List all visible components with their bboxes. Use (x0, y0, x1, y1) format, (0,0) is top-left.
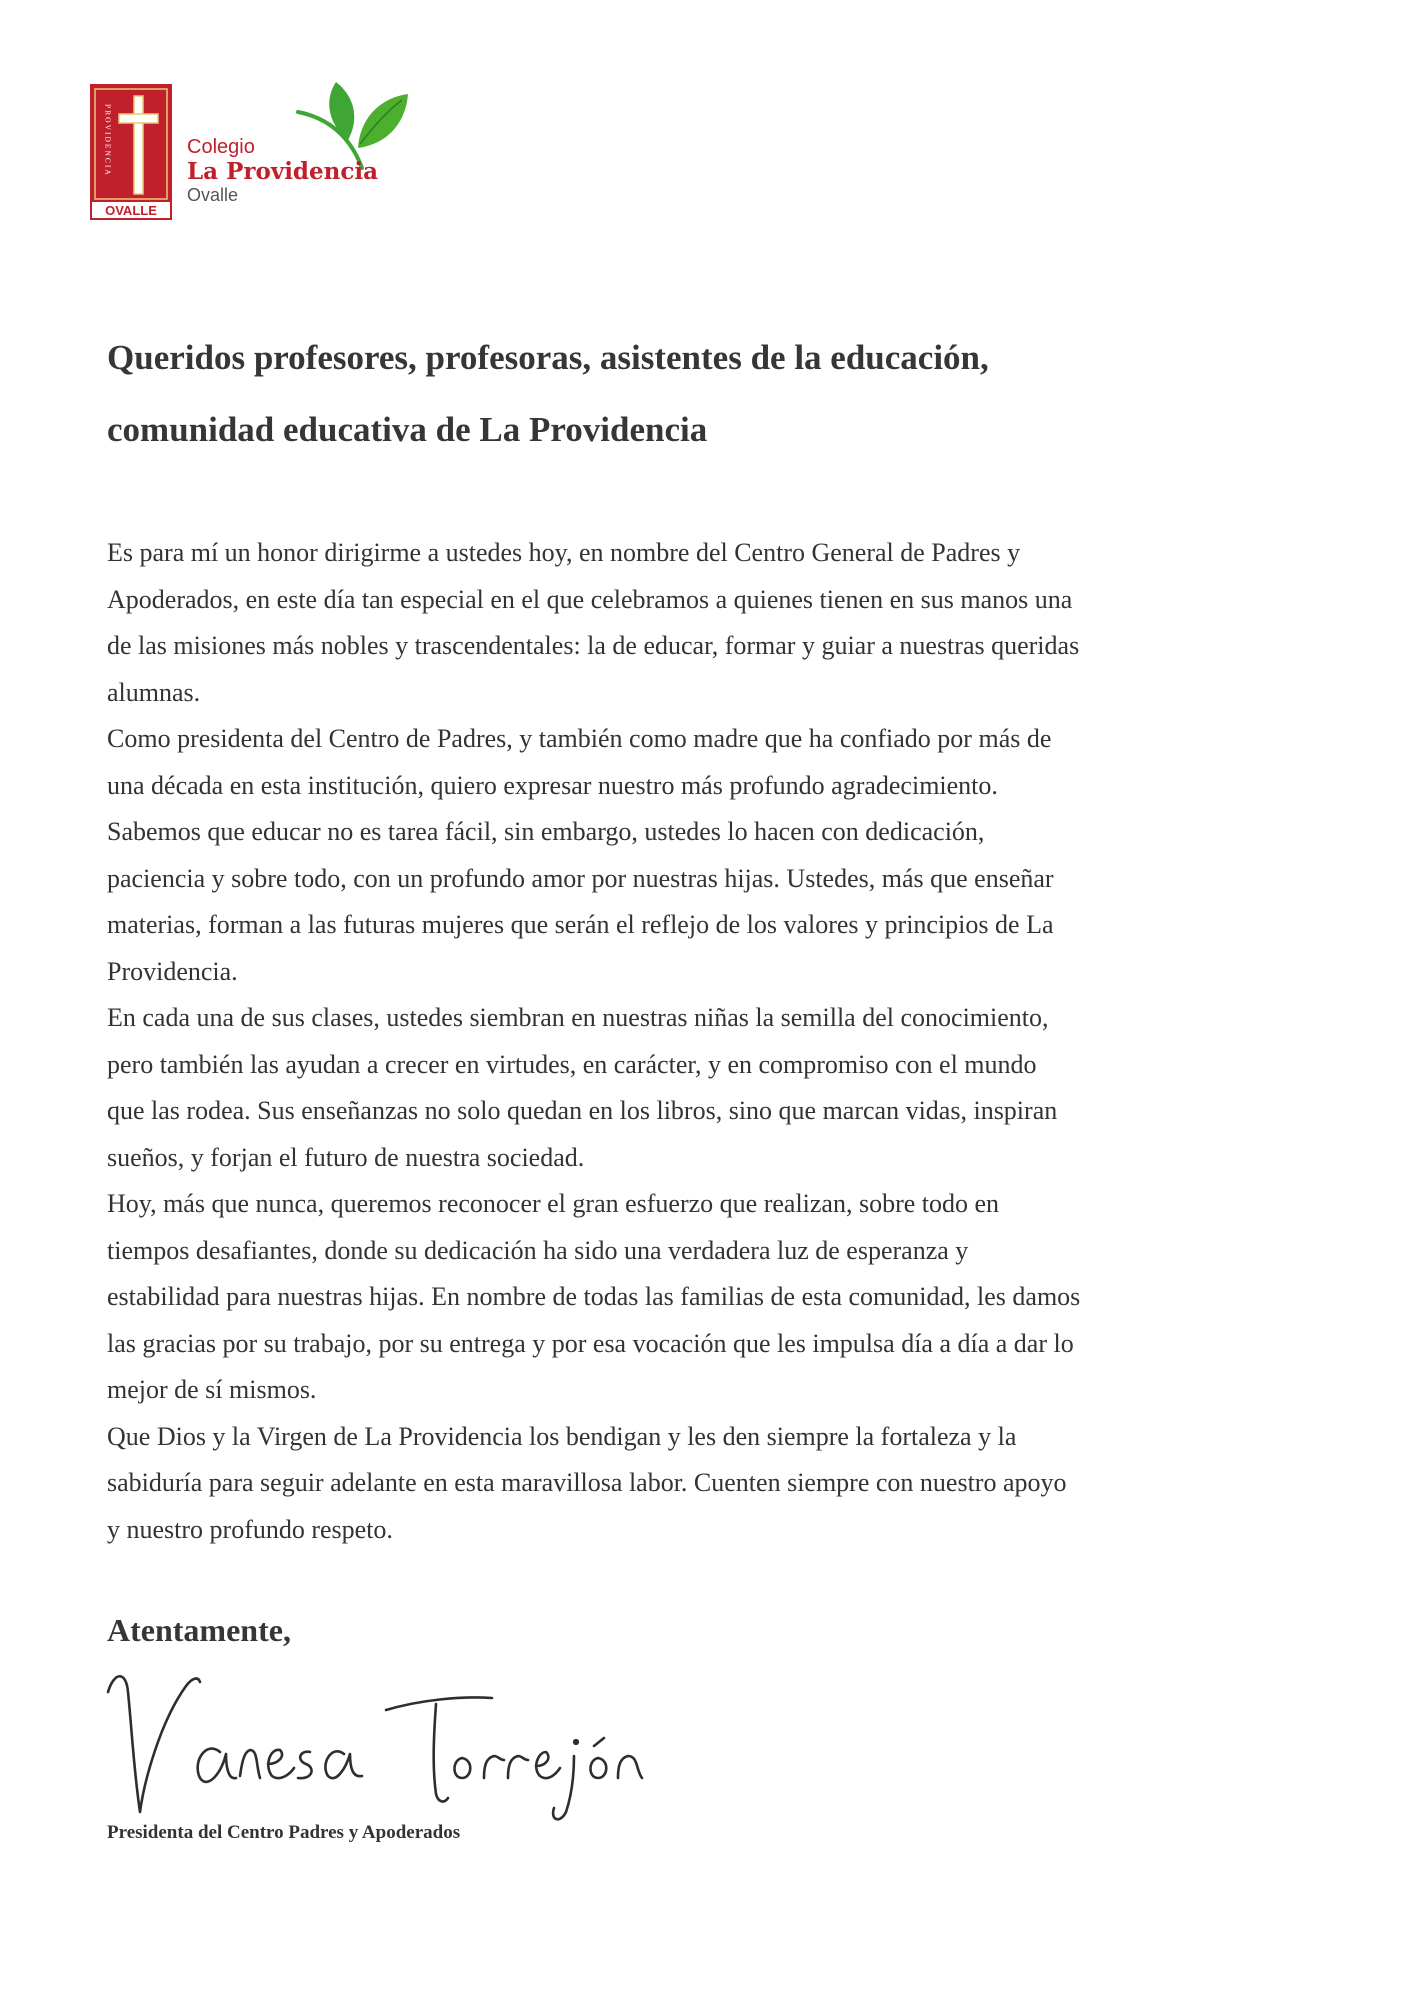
body-line: Como presidenta del Centro de Padres, y también como madre que ha confiado por más de (107, 724, 1052, 753)
body-line: alumnas. (107, 677, 201, 707)
body-line: mejor de sí mismos. (107, 1375, 317, 1404)
body-line: paciencia y sobre todo, con un profundo amor por nuestras hijas. Ustedes, más que enseñar (107, 863, 1054, 893)
body-line: Apoderados, en este día tan especial en el que celebramos a quienes tienen en sus manos una (107, 584, 1073, 614)
school-logo (90, 78, 430, 228)
signer-title: Presidenta del Centro Padres y Apoderados (107, 1822, 461, 1843)
school-name (187, 136, 378, 206)
handwritten-signature (100, 1662, 660, 1827)
body-line: estabilidad para nuestras hijas. En nombre de todas las familias de esta comunidad, les damos (107, 1282, 1081, 1311)
body-line: sabiduría para seguir adelante en esta maravillosa labor. Cuenten siempre con nuestro apoyo (107, 1468, 1067, 1497)
body-line: que las rodea. Sus enseñanzas no solo quedan en los libros, sino que marcan vidas, inspiran (107, 1096, 1058, 1125)
body-line: de las misiones más nobles y trascendentales: la de educar, formar y guiar a nuestras queridas (107, 631, 1080, 660)
seal-footer-text: OVALLE (105, 203, 157, 218)
brand-name: La Providencia (187, 158, 379, 185)
body-line: sueños, y forjan el futuro de nuestra sociedad. (107, 1142, 585, 1172)
greeting-line: Queridos profesores, profesoras, asistentes de la educación, (107, 338, 989, 377)
body-line: Hoy, más que nunca, queremos reconocer el gran esfuerzo que realizan, sobre todo en (107, 1189, 1000, 1218)
body-line: Providencia. (107, 956, 238, 986)
letter-greeting (107, 322, 1327, 466)
seal-vertical-text: PROVIDENCIA (103, 104, 113, 177)
body-line: Sabemos que educar no es tarea fácil, sin embargo, ustedes lo hacen con dedicación, (107, 817, 985, 846)
body-line: En cada una de sus clases, ustedes siembran en nuestras niñas la semilla del conocimiento, (107, 1003, 1049, 1032)
body-line: Es para mí un honor dirigirme a ustedes hoy, en nombre del Centro General de Padres y (107, 538, 1021, 567)
seal-cross-icon (90, 84, 172, 220)
body-line: y nuestro profundo respeto. (107, 1514, 393, 1544)
body-line: materias, forman a las futuras mujeres que serán el reflejo de los valores y principios de La (107, 910, 1054, 939)
greeting-line: comunidad educativa de La Providencia (107, 410, 708, 449)
letter-body (107, 530, 1337, 1553)
body-line: tiempos desafiantes, donde su dedicación ha sido una verdadera luz de esperanza y (107, 1235, 969, 1265)
body-line: las gracias por su trabajo, por su entrega y por esa vocación que les impulsa día a día a dar lo (107, 1328, 1074, 1358)
body-line: Que Dios y la Virgen de La Providencia los bendigan y les den siempre la fortaleza y la (107, 1421, 1017, 1451)
body-line: una década en esta institución, quiero expresar nuestro más profundo agradecimiento. (107, 770, 998, 800)
brand-city: Ovalle (187, 185, 239, 206)
letter-closing: Atentamente, (107, 1612, 291, 1648)
body-line: pero también las ayudan a crecer en virtudes, en carácter, y en compromiso con el mundo (107, 1049, 1037, 1079)
brand-prefix: Colegio (187, 136, 255, 158)
